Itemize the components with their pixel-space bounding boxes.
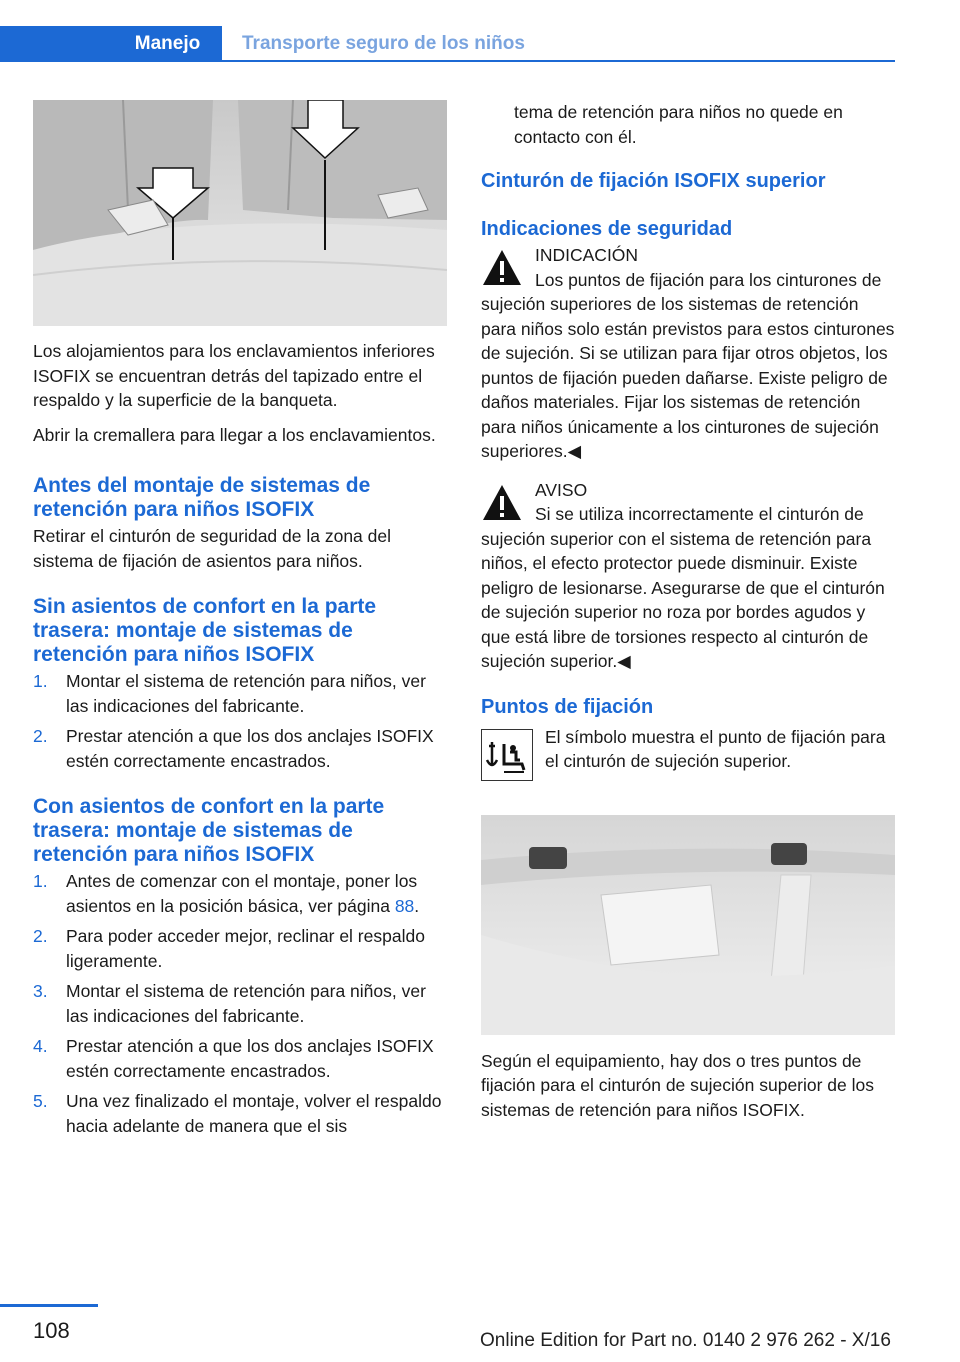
list-item (33, 669, 447, 718)
heading-sin-asientos-confort: Sin asientos de confort en la parte trasera: montaje de sistemas de retención para niños ISOFIX (33, 595, 377, 666)
intro-paragraph-2: Abrir la cremallera para llegar a los enclavamientos. (33, 424, 436, 445)
edition-note: Online Edition for Part no. 0140 2 976 262 - X/16 (480, 1330, 891, 1351)
step-text: Prestar atención a que los dos anclajes ISOFIX estén correctamente encastrados. (66, 726, 434, 771)
symbol-block (481, 719, 895, 781)
list-item (33, 724, 447, 773)
anchor-points-image (481, 815, 895, 1035)
warning-indicacion (481, 243, 895, 464)
step-text: Montar el sistema de retención para niños, ver las indicaciones del fabricante. (66, 981, 426, 1026)
antes-paragraph: Retirar el cinturón de seguridad de la zona del sistema de fijación de asientos para niños. (33, 526, 391, 571)
step-number: 2. (33, 726, 48, 746)
heading-con-asientos-confort: Con asientos de confort en la parte trasera: montaje de sistemas de retención para niños ISOFIX (33, 795, 385, 866)
warning-triangle-icon (481, 482, 523, 524)
bottom-paragraph: Según el equipamiento, hay dos o tres puntos de fijación para el cinturón de sujeción superior de los sistemas de retención para niños ISOFIX. (481, 1050, 875, 1120)
step-number: 4. (33, 1036, 48, 1056)
step-number: 1. (33, 671, 48, 691)
warning-title: AVISO (535, 479, 588, 500)
step-number: 2. (33, 926, 48, 946)
isofix-seat-image (33, 100, 447, 326)
continuation-paragraph: tema de retención para niños no quede en contacto con él. (514, 102, 843, 147)
header-bar (0, 26, 113, 62)
step-number: 3. (33, 981, 48, 1001)
heading-indicaciones-seguridad: Indicaciones de seguridad (481, 218, 733, 240)
warning-aviso (481, 478, 895, 674)
list-item (33, 1089, 447, 1138)
con-steps-list (33, 869, 447, 1138)
header-chapter-title[interactable]: Transporte seguro de los niños (242, 33, 525, 54)
list-item (33, 924, 447, 973)
rear-shelf-illustration (481, 815, 895, 1035)
step-text: Una vez finalizado el montaje, volver el respaldo hacia adelante de manera que el sis (66, 1091, 442, 1136)
page-number: 108 (33, 1318, 70, 1343)
heading-antes-montaje: Antes del montaje de sistemas de retención para niños ISOFIX (33, 474, 371, 521)
right-column (481, 100, 895, 1122)
list-item (33, 1034, 447, 1083)
step-number: 1. (33, 871, 48, 891)
list-item (33, 869, 447, 918)
page-link-88[interactable]: 88 (394, 895, 415, 916)
sin-steps-list (33, 669, 447, 773)
footer-rule (0, 1304, 98, 1307)
warning-text: Los puntos de fijación para los cinturones de sujeción superiores de los sistemas de retención para niños solo están previstos para estos cinturones de sujeción. Si se utilizan para fijar otros objetos, los puntos de fijación pueden dañarse. Existe peligro de daños materiales. Fijar los sistemas de retención para niños únicamente a los cinturones de sujeción superiores.◀ (481, 269, 895, 461)
symbol-description: El símbolo muestra el punto de fijación para el cinturón de sujeción superior. (545, 726, 886, 771)
list-item (33, 979, 447, 1028)
warning-triangle-icon (481, 247, 523, 289)
step-text: Prestar atención a que los dos anclajes ISOFIX estén correctamente encastrados. (66, 1036, 434, 1081)
step-number: 5. (33, 1091, 48, 1111)
isofix-seat-illustration (33, 100, 447, 326)
header-rule (222, 60, 895, 62)
step-text: Antes de comenzar con el montaje, poner los asientos en la posición básica, ver página (66, 871, 418, 916)
intro-paragraph-1: Los alojamientos para los enclavamientos inferiores ISOFIX se encuentran detrás del tapizado entre el respaldo y la superficie de la banqueta. (33, 341, 435, 410)
heading-puntos-fijacion: Puntos de fijación (481, 695, 654, 718)
step-text-end: . (414, 895, 420, 916)
child-seat-anchor-icon (481, 729, 533, 781)
page-header (0, 0, 960, 62)
left-column (33, 100, 447, 1138)
step-text: Para poder acceder mejor, reclinar el respaldo ligeramente. (66, 926, 425, 971)
warning-text: Si se utiliza incorrectamente el cinturón de sujeción superior con el sistema de retención para niños, el efecto protector puede disminuir. Existe peligro de lesionarse. Asegurarse de que el cinturón de sujeción superior no roza por bordes agudos y que está libre de torsiones respecto al cinturón de sujeción superior.◀ (481, 504, 885, 671)
header-section-tab[interactable]: Manejo (113, 26, 222, 62)
step-text: Montar el sistema de retención para niños, ver las indicaciones del fabricante. (66, 671, 426, 716)
heading-cinturon-isofix: Cinturón de fijación ISOFIX superior (481, 170, 826, 192)
warning-title: INDICACIÓN (535, 245, 639, 265)
